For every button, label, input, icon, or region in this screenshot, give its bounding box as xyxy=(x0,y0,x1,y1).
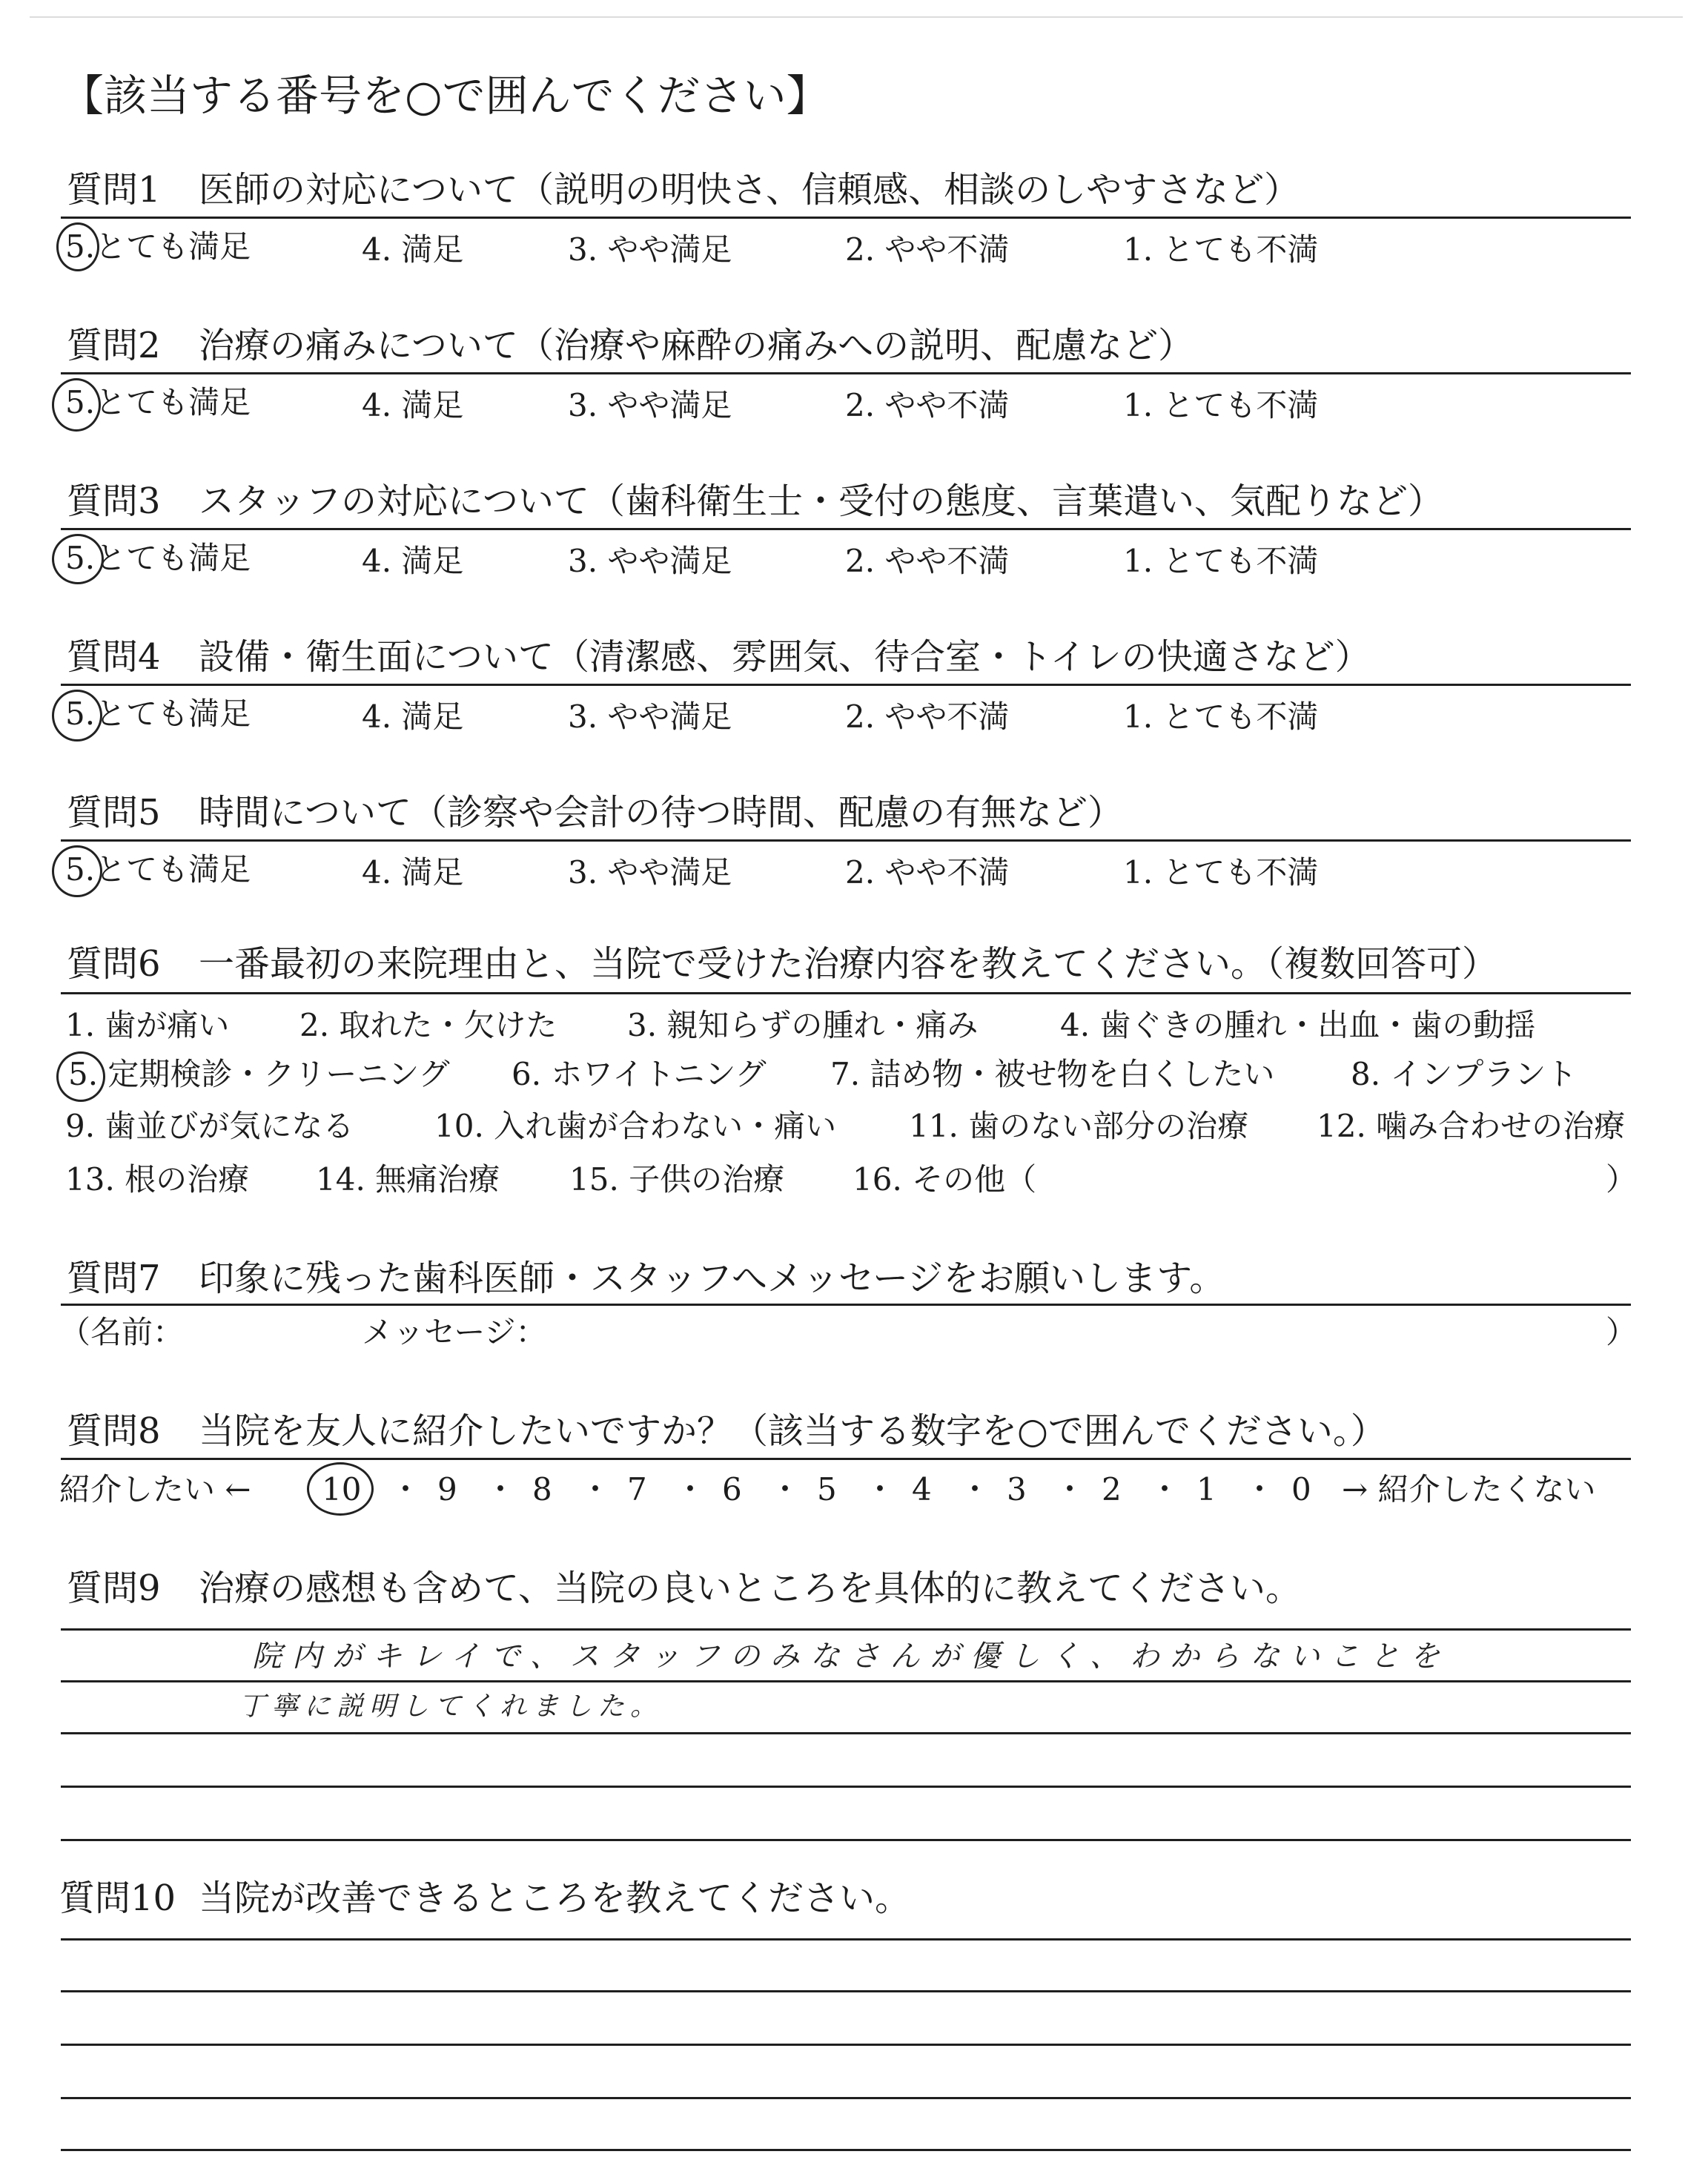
q6-option-9[interactable]: 9. 歯並びが気になる xyxy=(65,1108,354,1144)
q6-close-paren: ） xyxy=(1606,1161,1638,1198)
q6-text: 一番最初の来院理由と、当院で受けた治療内容を教えてください。（複数回答可） xyxy=(199,943,1498,985)
q2-option-1[interactable]: 1. とても不満 xyxy=(1123,387,1319,423)
q4-option-2[interactable]: 2. やや不満 xyxy=(845,698,1010,735)
q2-underline xyxy=(61,372,1631,374)
q4-option-4[interactable]: 4. 満足 xyxy=(362,698,464,735)
q4-option-5[interactable]: 5.とても満足 xyxy=(65,696,251,732)
q5-selected-circle xyxy=(52,845,102,897)
q8-scale-9[interactable]: 9 xyxy=(437,1471,457,1507)
q9-label: 質問9 xyxy=(67,1568,161,1609)
q1-underline xyxy=(61,217,1631,219)
q8-dot: ・ xyxy=(390,1471,422,1507)
q6-option-11[interactable]: 11. 歯のない部分の治療 xyxy=(909,1108,1249,1144)
q2-text: 治療の痛みについて（治療や麻酔の痛みへの説明、配慮など） xyxy=(199,325,1194,366)
q8-scale-1[interactable]: 1 xyxy=(1196,1471,1217,1507)
q9-line-2 xyxy=(61,1680,1631,1682)
q2-option-2[interactable]: 2. やや不満 xyxy=(845,387,1010,423)
q8-scale-8[interactable]: 8 xyxy=(532,1471,552,1507)
q1-option-3[interactable]: 3. やや満足 xyxy=(568,231,732,268)
q3-option-2[interactable]: 2. やや不満 xyxy=(845,543,1010,579)
q2-selected-circle xyxy=(52,378,101,432)
q6-option-4[interactable]: 4. 歯ぐきの腫れ・出血・歯の動揺 xyxy=(1060,1007,1536,1043)
q3-option-3[interactable]: 3. やや満足 xyxy=(568,543,732,579)
q8-label: 質問8 xyxy=(67,1410,161,1452)
q10-label: 質問10 xyxy=(59,1877,176,1919)
q8-dot: ・ xyxy=(959,1471,991,1507)
q8-dot: ・ xyxy=(485,1471,517,1507)
q3-text: スタッフの対応について（歯科衛生士・受付の態度、言葉遣い、気配りなど） xyxy=(199,480,1444,522)
q2-option-5[interactable]: 5.とても満足 xyxy=(65,384,251,420)
q4-label: 質問4 xyxy=(67,636,161,678)
q6-option-14[interactable]: 14. 無痛治療 xyxy=(316,1161,500,1198)
q5-option-2[interactable]: 2. やや不満 xyxy=(845,854,1010,891)
q7-close-paren: ） xyxy=(1606,1314,1638,1350)
q9-handwritten-answer-line-1: 院内がキレイで、スタッフのみなさんが優しく、わからないことを xyxy=(252,1639,1450,1674)
q8-scale-6[interactable]: 6 xyxy=(722,1471,742,1507)
q8-text: 当院を友人に紹介したいですか？（該当する数字を○で囲んでください。） xyxy=(199,1410,1386,1452)
q8-right-label: → 紹介したくない xyxy=(1342,1471,1596,1507)
q4-selected-circle xyxy=(52,690,102,742)
q8-dot: ・ xyxy=(675,1471,706,1507)
q5-option-4[interactable]: 4. 満足 xyxy=(362,854,464,891)
q6-option-12[interactable]: 12. 噛み合わせの治療 xyxy=(1317,1108,1626,1144)
q5-option-1[interactable]: 1. とても不満 xyxy=(1123,854,1319,891)
q10-line-4 xyxy=(61,2097,1631,2099)
q6-option-2[interactable]: 2. 取れた・欠けた xyxy=(299,1007,557,1043)
q3-selected-circle xyxy=(52,534,104,584)
q10-line-5 xyxy=(61,2149,1631,2151)
q1-option-2[interactable]: 2. やや不満 xyxy=(845,231,1010,268)
q4-text: 設備・衛生面について（清潔感、雰囲気、待合室・トイレの快適さなど） xyxy=(199,636,1371,678)
q10-line-2 xyxy=(61,1990,1631,1992)
q9-line-3 xyxy=(61,1732,1631,1734)
q8-dot: ・ xyxy=(1149,1471,1181,1507)
q3-label: 質問3 xyxy=(67,480,161,522)
q9-handwritten-answer-line-2: 丁寧に説明してくれました。 xyxy=(239,1691,663,1722)
q3-option-1[interactable]: 1. とても不満 xyxy=(1123,543,1319,579)
page-title: 【該当する番号を○で囲んでください】 xyxy=(61,70,830,121)
q9-line-4 xyxy=(61,1786,1631,1788)
q10-line-3 xyxy=(61,2044,1631,2046)
q8-scale-5[interactable]: 5 xyxy=(817,1471,837,1507)
q7-name-field[interactable]: （名前： xyxy=(59,1314,185,1350)
q5-option-5[interactable]: 5.とても満足 xyxy=(65,851,251,888)
q6-option-13[interactable]: 13. 根の治療 xyxy=(65,1161,250,1198)
q1-option-4[interactable]: 4. 満足 xyxy=(362,231,464,268)
q2-option-3[interactable]: 3. やや満足 xyxy=(568,387,732,423)
q6-label: 質問6 xyxy=(67,943,161,985)
q8-dot: ・ xyxy=(864,1471,896,1507)
q6-option-1[interactable]: 1. 歯が痛い xyxy=(65,1007,230,1043)
q6-option-15[interactable]: 15. 子供の治療 xyxy=(569,1161,785,1198)
q5-label: 質問5 xyxy=(67,792,161,833)
q6-option-8[interactable]: 8. インプラント xyxy=(1351,1056,1578,1092)
q8-scale-3[interactable]: 3 xyxy=(1007,1471,1027,1507)
q8-dot: ・ xyxy=(1054,1471,1086,1507)
q9-line-1 xyxy=(61,1628,1631,1631)
q6-option-10[interactable]: 10. 入れ歯が合わない・痛い xyxy=(434,1108,837,1144)
q8-dot: ・ xyxy=(769,1471,801,1507)
q9-line-5 xyxy=(61,1839,1631,1841)
q6-option-3[interactable]: 3. 親知らずの腫れ・痛み xyxy=(627,1007,979,1043)
q6-option-5[interactable]: 5. 定期検診・クリーニング xyxy=(68,1056,450,1092)
q7-label: 質問7 xyxy=(67,1258,161,1299)
q8-selected-circle xyxy=(307,1462,374,1516)
q8-scale-0[interactable]: 0 xyxy=(1291,1471,1311,1507)
q8-scale-10[interactable]: 10 xyxy=(322,1471,362,1507)
q8-scale-4[interactable]: 4 xyxy=(912,1471,932,1507)
q8-scale-7[interactable]: 7 xyxy=(627,1471,647,1507)
q4-option-3[interactable]: 3. やや満足 xyxy=(568,698,732,735)
q9-text: 治療の感想も含めて、当院の良いところを具体的に教えてください。 xyxy=(199,1568,1302,1609)
q3-underline xyxy=(61,528,1631,530)
q10-text: 当院が改善できるところを教えてください。 xyxy=(199,1877,911,1919)
q7-underline xyxy=(61,1304,1631,1306)
q1-option-5[interactable]: 5.とても満足 xyxy=(65,228,251,265)
q7-text: 印象に残った歯科医師・スタッフへメッセージをお願いします。 xyxy=(199,1258,1225,1299)
q2-label: 質問2 xyxy=(67,325,161,366)
q6-option-6[interactable]: 6. ホワイトニング xyxy=(512,1056,767,1092)
q6-selected-circle xyxy=(56,1051,105,1102)
q8-underline xyxy=(61,1458,1631,1460)
q6-underline xyxy=(61,992,1631,994)
q7-message-field[interactable]: メッセージ： xyxy=(362,1314,547,1350)
q1-label: 質問1 xyxy=(67,169,161,211)
q3-option-4[interactable]: 4. 満足 xyxy=(362,543,464,579)
q1-option-1[interactable]: 1. とても不満 xyxy=(1123,231,1319,268)
q5-text: 時間について（診察や会計の待つ時間、配慮の有無など） xyxy=(199,792,1124,833)
q6-option-7[interactable]: 7. 詰め物・被せ物を白くしたい xyxy=(830,1056,1275,1092)
q1-selected-circle xyxy=(56,222,99,271)
q3-option-5[interactable]: 5.とても満足 xyxy=(65,540,251,576)
q10-line-1 xyxy=(61,1938,1631,1941)
top-border xyxy=(30,16,1683,18)
q8-dot: ・ xyxy=(580,1471,612,1507)
q4-underline xyxy=(61,684,1631,686)
q8-dot: ・ xyxy=(1244,1471,1276,1507)
q6-option-16[interactable]: 16. その他（ xyxy=(853,1161,1037,1198)
q2-option-4[interactable]: 4. 満足 xyxy=(362,387,464,423)
q5-option-3[interactable]: 3. やや満足 xyxy=(568,854,732,891)
q8-left-label: 紹介したい ← xyxy=(59,1471,251,1507)
q5-underline xyxy=(61,839,1631,842)
q8-scale-2[interactable]: 2 xyxy=(1102,1471,1122,1507)
q1-text: 医師の対応について（説明の明快さ、信頼感、相談のしやすさなど） xyxy=(199,169,1300,211)
q4-option-1[interactable]: 1. とても不満 xyxy=(1123,698,1319,735)
